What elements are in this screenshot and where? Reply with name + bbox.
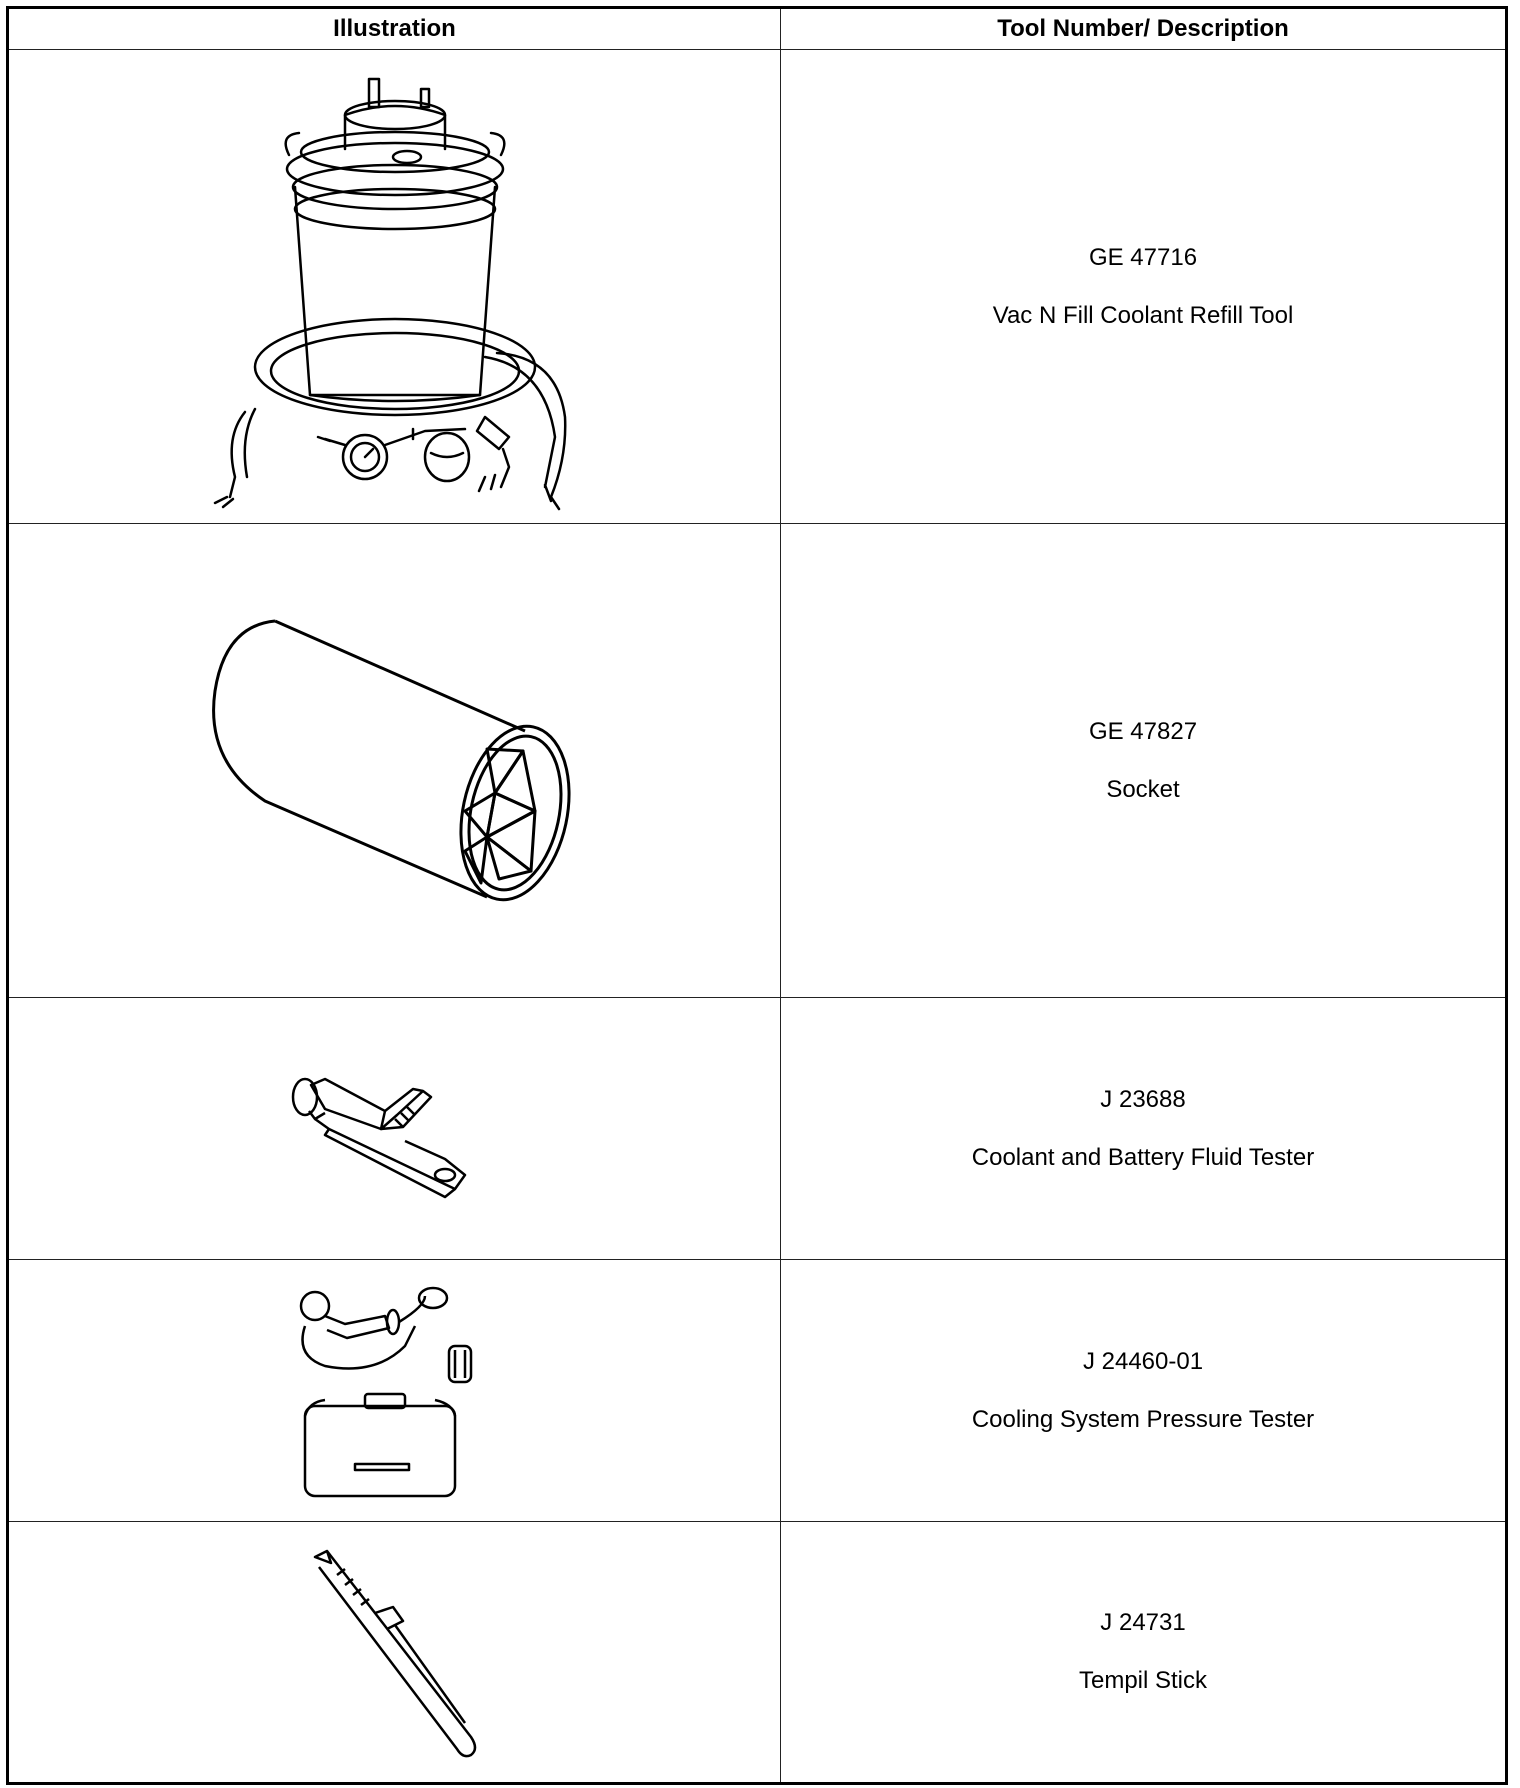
- tool-description-cell: [781, 50, 1507, 524]
- pressure-tester-icon: [285, 1276, 505, 1506]
- illustration-cell: [8, 998, 781, 1260]
- tool-number: J 24460-01: [1082, 1347, 1204, 1375]
- tool-number: J 24731: [1100, 1609, 1186, 1636]
- tool-description-cell: [781, 1522, 1507, 1784]
- tool-number: GE 47716: [1088, 243, 1198, 271]
- tool-description: Cooling System Pressure Tester: [971, 1405, 1315, 1433]
- illustration-cell: [8, 1522, 781, 1784]
- coolant-refill-tool-icon: [185, 57, 605, 517]
- table-row: [8, 1522, 1507, 1784]
- tool-description: Tempil Stick: [1078, 1667, 1208, 1694]
- tool-description: Coolant and Battery Fluid Tester: [971, 1143, 1315, 1171]
- tool-description-cell: [781, 524, 1507, 998]
- header-row: [8, 8, 1507, 50]
- tool-description: Socket: [1106, 775, 1180, 803]
- socket-icon: [195, 601, 595, 921]
- special-tools-table: [6, 6, 1508, 1785]
- table-row: [8, 50, 1507, 524]
- tempil-stick-icon: [275, 1537, 515, 1767]
- illustration-header: Illustration: [8, 8, 781, 50]
- fluid-tester-icon: [285, 1049, 505, 1209]
- table-row: [8, 524, 1507, 998]
- tool-number: GE 47827: [1088, 717, 1198, 745]
- tool-description: Vac N Fill Coolant Refill Tool: [992, 301, 1294, 329]
- tool-description-cell: [781, 1260, 1507, 1522]
- table-row: [8, 998, 1507, 1260]
- tool-number: J 23688: [1100, 1085, 1186, 1113]
- illustration-cell: [8, 524, 781, 998]
- tool-description-cell: [781, 998, 1507, 1260]
- table-row: [8, 1260, 1507, 1522]
- illustration-cell: [8, 50, 781, 524]
- tool-description-header: Tool Number/ Description: [781, 8, 1507, 50]
- illustration-cell: [8, 1260, 781, 1522]
